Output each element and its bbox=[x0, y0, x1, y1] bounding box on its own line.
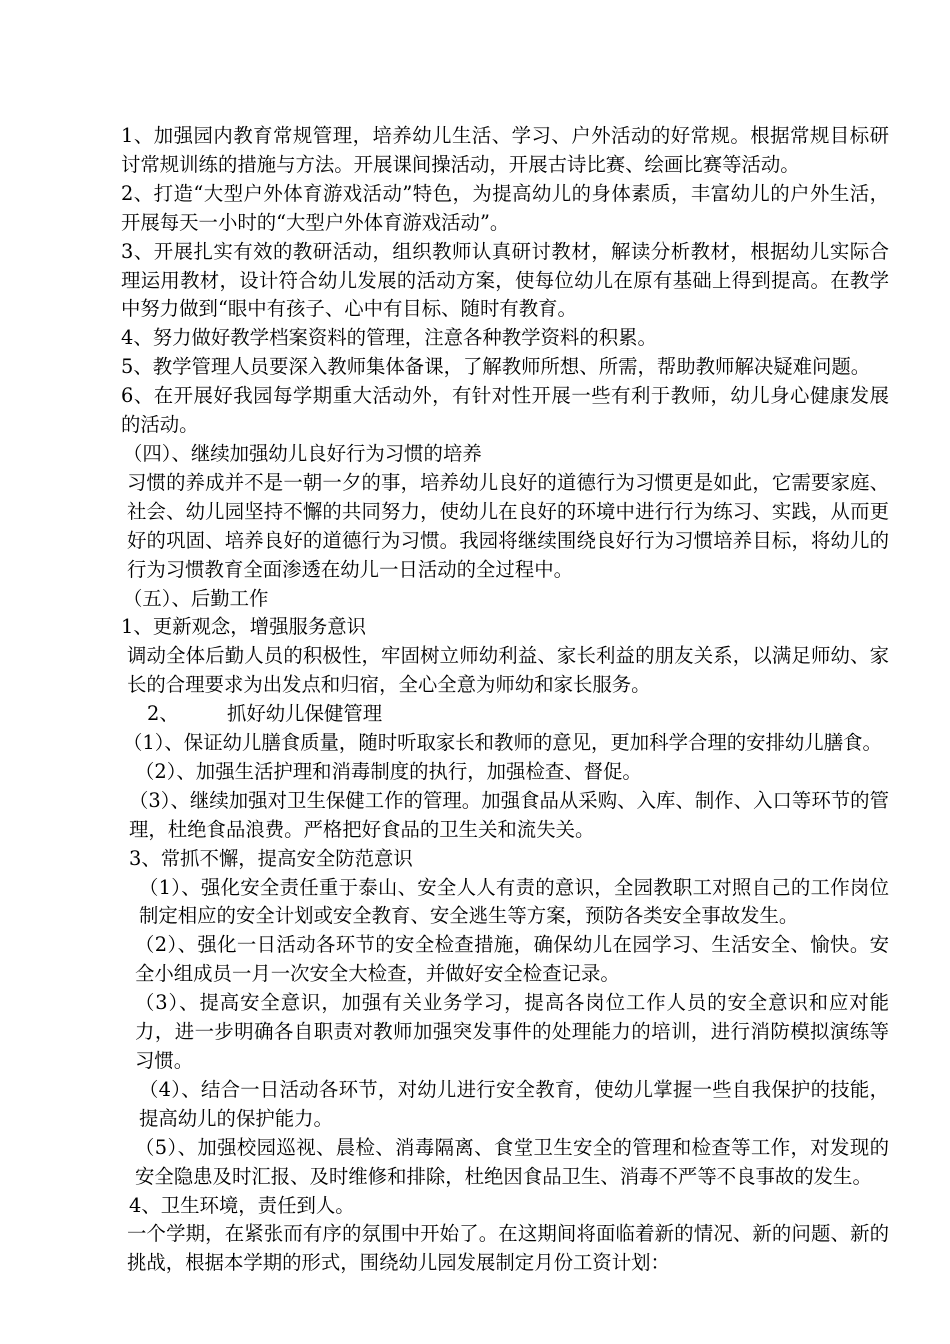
health-item-2: （2）、加强生活护理和消毒制度的执行，加强检查、督促。 bbox=[135, 759, 642, 783]
subheading-2 bbox=[117, 700, 889, 729]
safety-item-2: （2）、强化一日活动各环节的安全检查措施，确保幼儿在园学习、生活安全、愉快。安全小组成员一月一次安全大检查，并做好安全检查记录。 bbox=[135, 933, 889, 986]
subheading-1: 1、更新观念，增强服务意识 bbox=[121, 615, 367, 639]
safety-item-3: （3）、提高安全意识，加强有关业务学习，提高各岗位工作人员的安全意识和应对能力，进一步明确各自职责对教师加强突发事件的处理能力的培训，进行消防模拟演练等习惯。 bbox=[135, 991, 889, 1072]
paragraph-2: 2、打造“大型户外体育游戏活动”特色，为提高幼儿的身体素质，丰富幼儿的户外生活，开展每天一小时的“大型户外体育游戏活动”。 bbox=[121, 181, 889, 234]
paragraph-closing: 一个学期，在紧张而有序的氛围中开始了。在这期间将面临着新的情况、新的问题、新的挑战，根据本学期的形式，围绕幼儿园发展制定月份工资计划： bbox=[127, 1222, 889, 1275]
health-item-1: （1）、保证幼儿膳食质量，随时听取家长和教师的意见，更加科学合理的安排幼儿膳食。 bbox=[123, 731, 882, 755]
paragraph-5: 5、教学管理人员要深入教师集体备课，了解教师所想、所需，帮助教师解决疑难问题。 bbox=[121, 355, 871, 379]
paragraph-1: 1、加强园内教育常规管理，培养幼儿生活、学习、户外活动的好常规。根据常规目标研讨常规训练的措施与方法。开展课间操活动，开展古诗比赛、绘画比赛等活动。 bbox=[121, 124, 889, 176]
paragraph-habits: 习惯的养成并不是一朝一夕的事，培养幼儿良好的道德行为习惯更是如此，它需要家庭、社会、幼儿园坚持不懈的共同努力，使幼儿在良好的环境中进行行为练习、实践，从而更好的巩固、培养良好的道德行为习惯。我园将继续围绕良好行为习惯培养目标，将幼儿的行为习惯教育全面渗透在幼儿一日活动的全过程中。 bbox=[127, 470, 889, 581]
safety-item-1: （1）、强化安全责任重于泰山、安全人人有责的意识，全园教职工对照自己的工作岗位制定相应的安全计划或安全教育、安全逃生等方案，预防各类安全事故发生。 bbox=[139, 875, 889, 928]
health-item-3: （3）、继续加强对卫生保健工作的管理。加强食品从采购、入库、制作、入口等环节的管理，杜绝食品浪费。严格把好食品的卫生关和流失关。 bbox=[129, 788, 889, 841]
section-heading-5: （五）、后勤工作 bbox=[123, 586, 269, 610]
subheading-3: 3、常抓不懈，提高安全防范意识 bbox=[129, 846, 413, 870]
paragraph-4: 4、努力做好教学档案资料的管理，注意各种教学资料的积累。 bbox=[121, 326, 657, 350]
document-body bbox=[117, 122, 889, 1278]
safety-item-4: （4）、结合一日活动各环节，对幼儿进行安全教育，使幼儿掌握一些自我保护的技能，提高幼儿的保护能力。 bbox=[139, 1077, 889, 1130]
subheading-2-number: 2、 bbox=[147, 702, 179, 726]
section-heading-4: （四）、继续加强幼儿良好行为习惯的培养 bbox=[123, 441, 482, 465]
subheading-4: 4、卫生环境，责任到人。 bbox=[129, 1193, 355, 1217]
paragraph-6: 6、在开展好我园每学期重大活动外，有针对性开展一些有利于教师，幼儿身心健康发展的活动。 bbox=[121, 384, 889, 437]
paragraph-service: 调动全体后勤人员的积极性，牢固树立师幼利益、家长利益的朋友关系，以满足师幼、家长的合理要求为出发点和归宿，全心全意为师幼和家长服务。 bbox=[127, 644, 889, 697]
paragraph-3: 3、开展扎实有效的教研活动，组织教师认真研讨教材，解读分析教材，根据幼儿实际合理运用教材，设计符合幼儿发展的活动方案，使每位幼儿在原有基础上得到提高。在教学中努力做到“眼中有孩子、心中有目标、随时有教育。 bbox=[121, 239, 889, 321]
subheading-2-text: 抓好幼儿保健管理 bbox=[227, 702, 383, 726]
safety-item-5: （5）、加强校园巡视、晨检、消毒隔离、食堂卫生安全的管理和检查等工作，对发现的安全隐患及时汇报、及时维修和排除，杜绝因食品卫生、消毒不严等不良事故的发生。 bbox=[135, 1135, 889, 1188]
